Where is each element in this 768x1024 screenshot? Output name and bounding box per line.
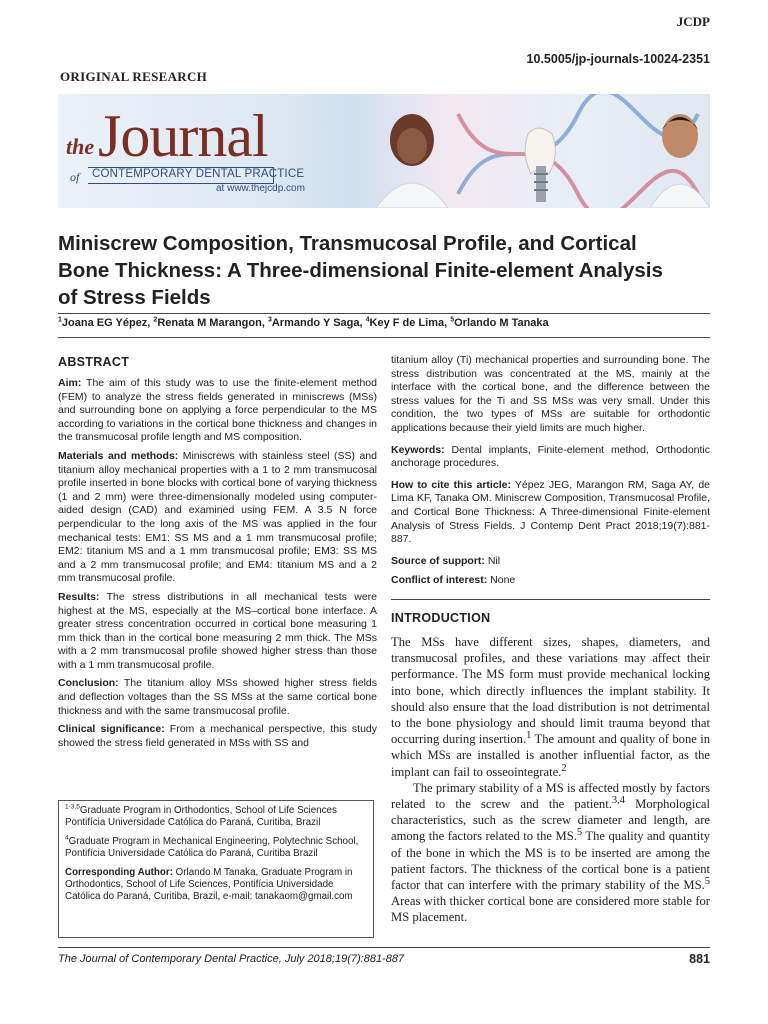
journal-banner bbox=[58, 94, 710, 208]
results-paragraph: Results: The stress distributions in all mechanical tests were highest at the MS, especially at the MS–cortical bone interface. A greater stress concentration occurred in cortical bone measuring 1 mm thick than in the cortical bone measuring 2 mm thick. The MSs with a 2 mm transmucosal profile showed higher stress than those with a 1 mm transmucosal profile. bbox=[58, 590, 377, 671]
conflict-of-interest: Conflict of interest: None bbox=[391, 574, 516, 587]
author-affiliation-marker: 4 bbox=[365, 316, 370, 324]
author-name: Orlando M Tanaka bbox=[454, 317, 549, 329]
authors-rule bbox=[58, 337, 710, 338]
journal-abbreviation: JCDP bbox=[676, 14, 710, 29]
section-label: ORIGINAL RESEARCH bbox=[60, 69, 208, 84]
footer-citation: The Journal of Contemporary Dental Practice, July 2018;19(7):881-887 bbox=[58, 953, 405, 965]
tooth-implant-graphic bbox=[525, 128, 555, 202]
intro-paragraph-1: The MSs have different sizes, shapes, diameters, and transmucosal profiles, and these variations may affect their performance. The MS form must provide mechanical locking into bone, which directly influences the implant stability. It should also ensure that the load distribution is not detrimental to the bone physiology and should limit trauma beyond that occurring during insertion.$^1$ The amount and quality of bone in which MSs are installed is another influential factor, as the implant can fail to osseointegrate.$^2$ bbox=[391, 635, 711, 779]
doi[interactable]: 10.5005/jp-journals-10024-2351 bbox=[526, 52, 710, 66]
author-affiliation-marker: 2 bbox=[153, 316, 158, 324]
affiliation-2: $^4$Graduate Program in Mechanical Engineering, Polytechnic School, Pontifícia Universidade Católica do Paraná, Curitiba Brazil bbox=[65, 834, 359, 860]
article-title: Miniscrew Composition, Transmucosal Profile, and Cortical Bone Thickness: A Three-dimensional Finite-element Analysis of Stress Fields bbox=[58, 232, 663, 309]
source-of-support: Source of support: Nil bbox=[391, 554, 501, 567]
page-number: 881 bbox=[689, 952, 710, 966]
author-name: Joana EG Yépez, bbox=[61, 317, 154, 329]
author-name: Armando Y Saga, bbox=[271, 317, 366, 329]
banner-illustration bbox=[58, 94, 710, 208]
banner-the: the bbox=[66, 134, 95, 159]
author-affiliation-marker: 1 bbox=[58, 316, 62, 324]
abstract-end-rule bbox=[391, 599, 710, 600]
banner-journal: Journal bbox=[98, 103, 268, 169]
banner-of: of bbox=[70, 170, 80, 184]
title-rule bbox=[58, 313, 710, 314]
keywords: Keywords: Dental implants, Finite-element method, Orthodontic anchorage procedures. bbox=[391, 443, 710, 470]
introduction-heading: INTRODUCTION bbox=[391, 611, 491, 625]
footer-rule bbox=[58, 947, 710, 948]
affiliation-1: $^{1-3,5}$Graduate Program in Orthodontics, School of Life Sciences Pontifícia Universidade Católica do Paraná, Curitiba, Brazil bbox=[65, 803, 337, 829]
significance-continued: titanium alloy (Ti) mechanical properties and surrounding bone. The stress distribution was concentrated at the MS, mainly at the interface with the cortical bone, and the difference between the stress values for the Ti and SS MSs was very small. Under this condition, the two types of MSs are suitable for orthodontic applications because their yield limits are much higher. bbox=[391, 354, 710, 434]
author-affiliation-marker: 3 bbox=[267, 316, 272, 324]
banner-subtitle: CONTEMPORARY DENTAL PRACTICE bbox=[92, 168, 305, 180]
aim-paragraph: Aim: The aim of this study was to use the finite-element method (FEM) to analyze the stress fields generated in miniscrews (MSs) and surrounding bone on applying a force perpendicular to the MS according to variations in the cortical bone thickness and changes in the transmucosal profile length and MS composition. bbox=[58, 377, 377, 444]
conclusion-paragraph: Conclusion: The titanium alloy MSs showed higher stress fields and deflection voltages than the SS MSs at the same cortical bone thickness and with the same transmucosal profile. bbox=[58, 677, 377, 717]
dentist-woman-graphic bbox=[376, 114, 448, 208]
affiliations-box bbox=[58, 800, 374, 938]
author-affiliation-marker: 5 bbox=[450, 316, 455, 324]
author-name: Renata M Marangon, bbox=[157, 317, 268, 329]
dna-helix-graphic bbox=[458, 94, 698, 208]
methods-paragraph: Materials and methods: Miniscrews with stainless steel (SS) and titanium alloy mechanical properties with a 1 to 2 mm transmucosal profile inserted in bone blocks with cortical bone of varying thickness (1 and 2 mm) were three-dimensionally modeled using computer-aided design (CAD) and examined using FEM. A 3.5 N force perpendicular to the long axis of the MS was applied in the four mechanical tests: EM1: SS MS and a 1 mm transmucosal profile; EM2: titanium MS and a 1 mm transmucosal profile; EM3: SS MS and a 2 mm transmucosal profile; and EM4: titanium MS and a 2 mm transmucosal profile. bbox=[58, 449, 377, 585]
corresponding-author: Corresponding Author: Orlando M Tanaka, Graduate Program in Orthodontics, School of Life Sciences, Pontifícia Universidade Católica do Paraná, Curitiba, Brazil, e-mail: tanakaom@gmail.com bbox=[65, 866, 353, 903]
abstract-right-column bbox=[391, 354, 710, 593]
intro-paragraph-2: The primary stability of a MS is affected mostly by factors related to the screw and the patient.$^{3,4}$ Morphological characteristics, such as the screw diameter and length, are among the factors related to the MS.$^5$ The quality and quantity of the bone in which the MS is to be inserted are among the patient factors. The thickness of the cortical bone is a patient factor that can interfere with the primary stability of the MS.$^5$ Areas with thicker cortical bone are considered more stable for MS placement. bbox=[391, 780, 711, 925]
abstract-left-column bbox=[58, 377, 377, 755]
significance-paragraph: Clinical significance: From a mechanical perspective, this study showed the stress field generated in MSs with SS and bbox=[58, 723, 377, 749]
dentist-man-graphic bbox=[650, 114, 710, 208]
abstract-heading: ABSTRACT bbox=[58, 355, 130, 369]
how-to-cite: How to cite this article: Yépez JEG, Marangon RM, Saga AY, de Lima KF, Tanaka OM. Miniscrew Composition, Transmucosal Profile, and Cortical Bone Thickness: A Three-dimensional Finite-element Analysis of Stress Fields. J Contemp Dent Pract 2018;19(7):881-887. bbox=[391, 478, 710, 546]
author-list bbox=[58, 317, 549, 329]
author-name: Key F de Lima, bbox=[369, 317, 451, 329]
introduction-body bbox=[391, 634, 710, 926]
banner-website[interactable]: at www.thejcdp.com bbox=[216, 183, 305, 194]
